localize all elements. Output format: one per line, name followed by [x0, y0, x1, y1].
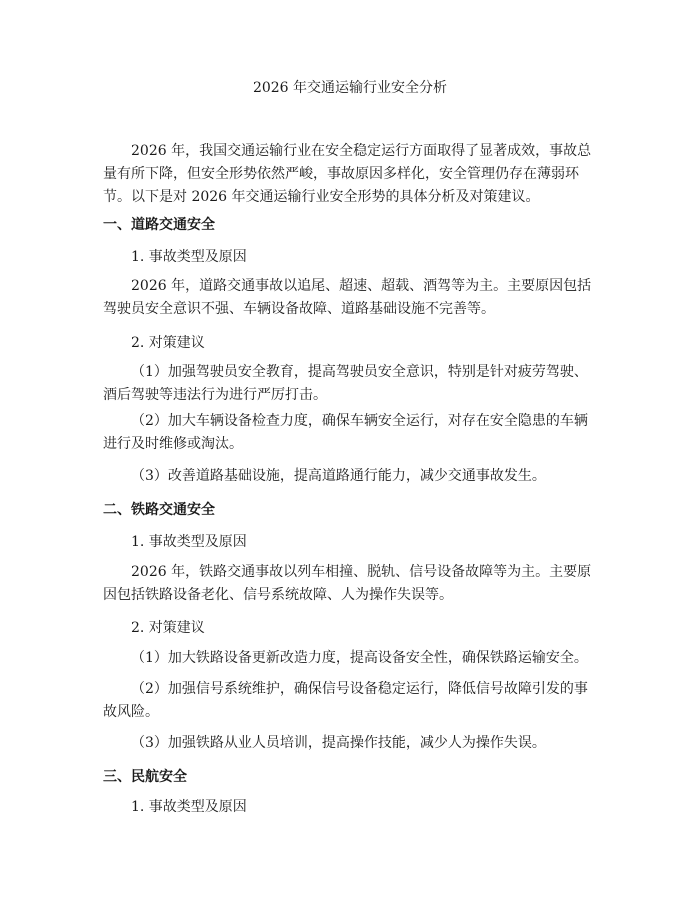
section-heading-road: 一、道路交通安全	[103, 217, 215, 233]
document-title: 2026 年交通运输行业安全分析	[252, 80, 448, 96]
subheading-aviation-causes: 1. 事故类型及原因	[131, 799, 247, 815]
subheading-rail-measures: 2. 对策建议	[131, 620, 205, 636]
rail-analysis-paragraph: 2026 年，铁路交通事故以列车相撞、脱轨、信号设备故障等为主。主要原因包括铁路设备老化、信号系统故障、人为操作失误等。	[103, 564, 592, 603]
road-measure-item: （2）加大车辆设备检查力度，确保车辆安全运行，对存在安全隐患的车辆进行及时维修或淘汰。	[103, 413, 588, 452]
rail-measure-item: （2）加强信号系统维护，确保信号设备稳定运行，降低信号故障引发的事故风险。	[103, 681, 588, 720]
section-heading-rail: 二、铁路交通安全	[103, 502, 215, 518]
subheading-road-measures: 2. 对策建议	[131, 335, 205, 351]
rail-measure-item: （3）加强铁路从业人员培训，提高操作技能，减少人为操作失误。	[131, 735, 546, 751]
intro-paragraph: 2026 年，我国交通运输行业在安全稳定运行方面取得了显著成效，事故总量有所下降，但安全形势依然严峻，事故原因多样化，安全管理仍存在薄弱环节。以下是对 2026 年交通运输行业安全形势的具体分析及对策建议。	[103, 143, 592, 205]
road-measure-item: （3）改善道路基础设施，提高道路通行能力，减少交通事故发生。	[131, 468, 546, 484]
rail-measure-item: （1）加大铁路设备更新改造力度，提高设备安全性，确保铁路运输安全。	[131, 650, 588, 666]
section-heading-aviation: 三、民航安全	[103, 769, 187, 785]
subheading-rail-causes: 1. 事故类型及原因	[131, 534, 247, 550]
road-measure-item: （1）加强驾驶员安全教育，提高驾驶员安全意识，特别是针对疲劳驾驶、酒后驾驶等违法行为进行严厉打击。	[103, 364, 588, 403]
road-analysis-paragraph: 2026 年，道路交通事故以追尾、超速、超载、酒驾等为主。主要原因包括驾驶员安全意识不强、车辆设备故障、道路基础设施不完善等。	[103, 278, 592, 317]
subheading-road-causes: 1. 事故类型及原因	[131, 249, 247, 265]
